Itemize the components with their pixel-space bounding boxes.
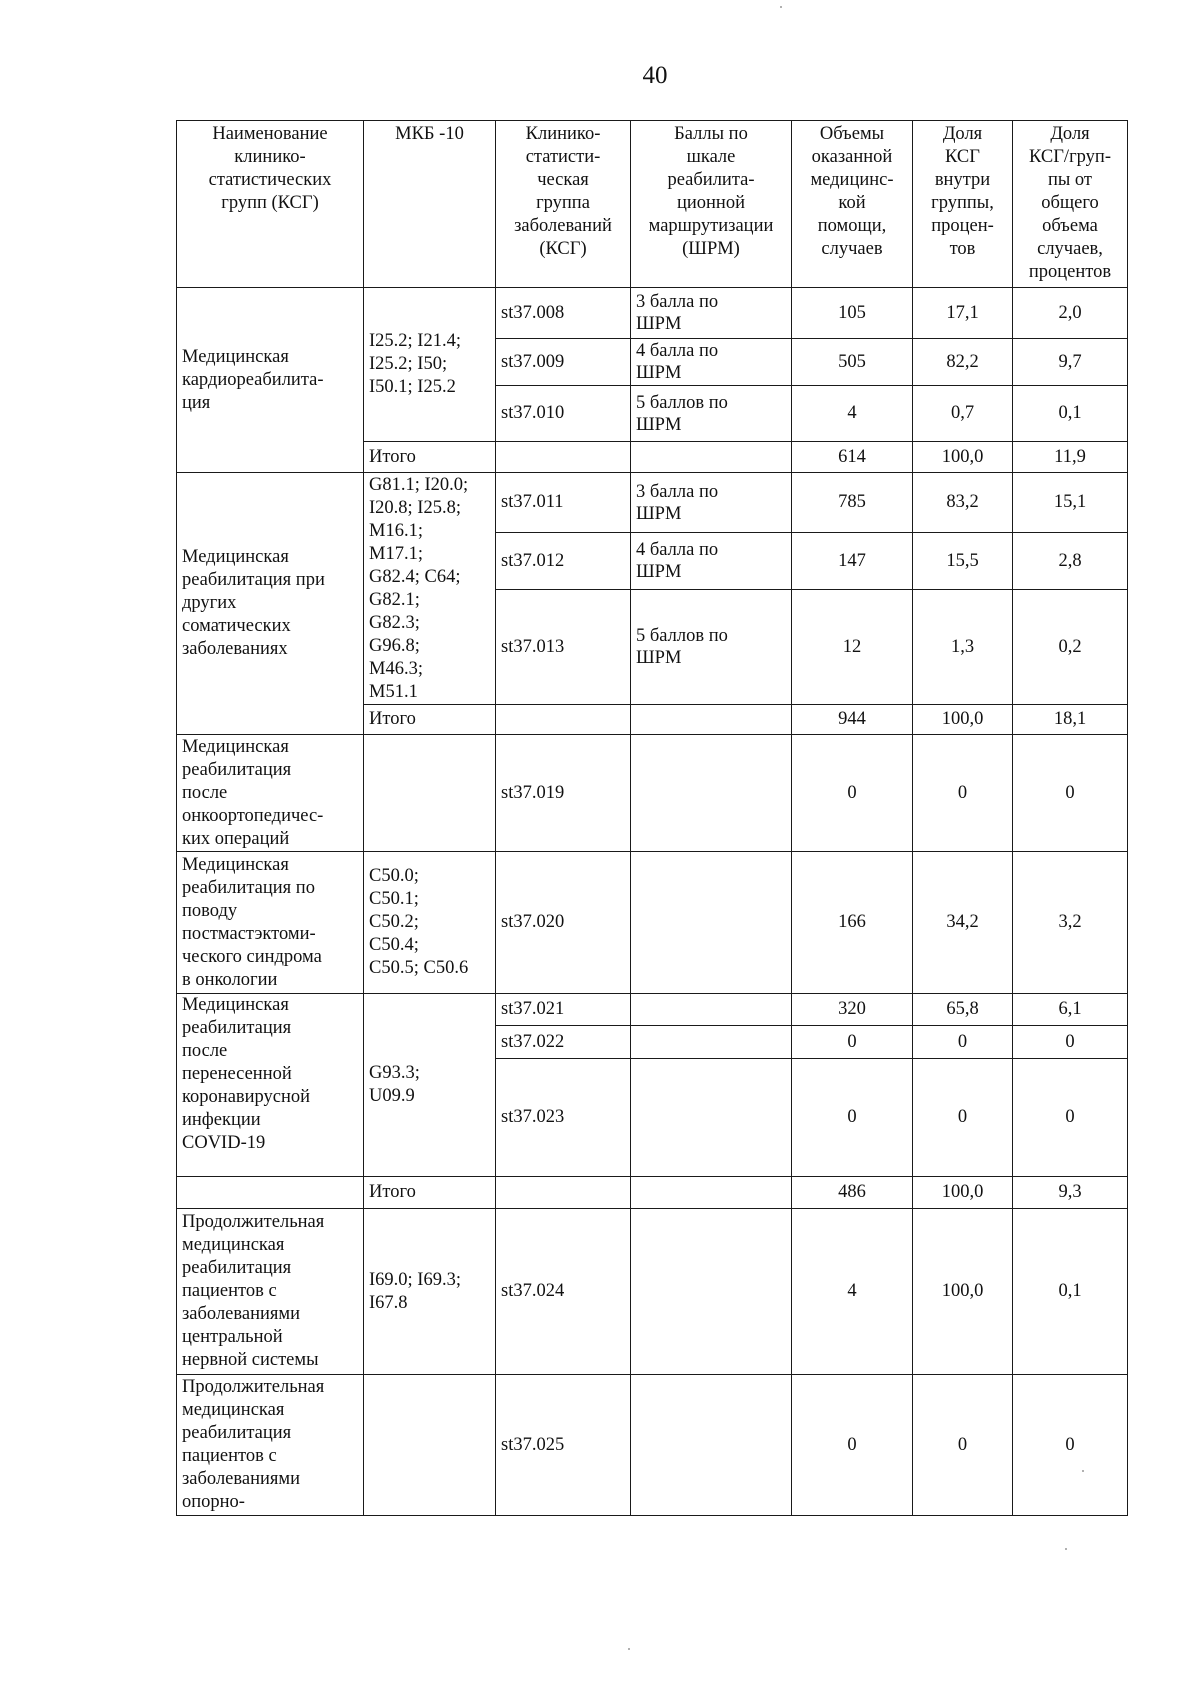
share-in-group-cell: 15,5 <box>913 533 1013 590</box>
ksg-code-cell: st37.009 <box>496 339 631 386</box>
volume-cell: 4 <box>792 1209 913 1375</box>
volume-cell: 505 <box>792 339 913 386</box>
share-in-group-cell: 83,2 <box>913 473 1013 533</box>
total-share-in-group-cell: 100,0 <box>913 705 1013 735</box>
volume-cell: 105 <box>792 288 913 339</box>
volume-cell: 166 <box>792 852 913 994</box>
group-name-cell: Медицинская реабилитация при других соматических заболеваниях <box>177 473 364 735</box>
share-in-group-cell: 34,2 <box>913 852 1013 994</box>
scan-speck <box>1065 1548 1067 1550</box>
volume-cell: 147 <box>792 533 913 590</box>
shrm-score-cell <box>631 1375 792 1516</box>
table-row <box>177 852 1128 994</box>
ksg-code-cell: st37.023 <box>496 1059 631 1177</box>
scan-speck <box>780 6 782 8</box>
share-in-group-cell: 0 <box>913 1375 1013 1516</box>
ksg-code-cell: st37.011 <box>496 473 631 533</box>
share-total-cell: 15,1 <box>1013 473 1128 533</box>
ksg-code-cell: st37.013 <box>496 590 631 705</box>
ksg-code-cell: st37.025 <box>496 1375 631 1516</box>
scan-speck <box>628 1648 630 1650</box>
total-share-total-cell: 11,9 <box>1013 442 1128 473</box>
header-shrm-score: Баллы по шкале реабилита- ционной маршрутизации (ШРМ) <box>631 121 792 288</box>
share-total-cell: 6,1 <box>1013 994 1128 1026</box>
total-share-in-group-cell: 100,0 <box>913 442 1013 473</box>
share-total-cell: 0 <box>1013 1375 1128 1516</box>
share-in-group-cell: 82,2 <box>913 339 1013 386</box>
share-total-cell: 2,8 <box>1013 533 1128 590</box>
share-total-cell: 0,1 <box>1013 386 1128 442</box>
share-in-group-cell: 0 <box>913 1059 1013 1177</box>
share-total-cell: 0 <box>1013 735 1128 852</box>
group-name-cell: Продолжительная медицинская реабилитация пациентов с заболеваниями опорно- <box>177 1375 364 1516</box>
shrm-score-cell <box>631 1059 792 1177</box>
empty-cell <box>496 442 631 473</box>
share-total-cell: 3,2 <box>1013 852 1128 994</box>
header-share-in-group: Доля КСГ внутри группы, процен- тов <box>913 121 1013 288</box>
table-header-row <box>177 121 1128 288</box>
table-row <box>177 1375 1128 1516</box>
shrm-score-cell: 3 балла по ШРМ <box>631 473 792 533</box>
ksg-code-cell: st37.022 <box>496 1026 631 1059</box>
share-total-cell: 0,1 <box>1013 1209 1128 1375</box>
ksg-code-cell: st37.021 <box>496 994 631 1026</box>
group-name-cell: Медицинская кардиореабилита- ция <box>177 288 364 473</box>
shrm-score-cell <box>631 1026 792 1059</box>
mkb-codes-cell: G93.3; U09.9 <box>364 994 496 1177</box>
share-in-group-cell: 1,3 <box>913 590 1013 705</box>
total-label: Итого <box>364 1177 496 1209</box>
total-share-total-cell: 9,3 <box>1013 1177 1128 1209</box>
share-in-group-cell: 65,8 <box>913 994 1013 1026</box>
table-row <box>177 473 1128 533</box>
share-in-group-cell: 0,7 <box>913 386 1013 442</box>
share-in-group-cell: 0 <box>913 735 1013 852</box>
share-total-cell: 0 <box>1013 1059 1128 1177</box>
total-row <box>177 1177 1128 1209</box>
group-name-cell: Медицинская реабилитация по поводу постмастэктоми- ческого синдрома в онкологии <box>177 852 364 994</box>
header-ksg-code: Клинико- статисти- ческая группа заболеваний (КСГ) <box>496 121 631 288</box>
ksg-code-cell: st37.010 <box>496 386 631 442</box>
volume-cell: 320 <box>792 994 913 1026</box>
shrm-score-cell: 3 балла по ШРМ <box>631 288 792 339</box>
table-row <box>177 735 1128 852</box>
ksg-code-cell: st37.008 <box>496 288 631 339</box>
header-ksg-name: Наименование клинико- статистических групп (КСГ) <box>177 121 364 288</box>
empty-cell <box>496 705 631 735</box>
header-mkb: МКБ -10 <box>364 121 496 288</box>
total-label: Итого <box>364 705 496 735</box>
volume-cell: 0 <box>792 1026 913 1059</box>
ksg-code-cell: st37.012 <box>496 533 631 590</box>
shrm-score-cell <box>631 852 792 994</box>
shrm-score-cell: 4 балла по ШРМ <box>631 339 792 386</box>
empty-cell <box>631 1177 792 1209</box>
group-name-cell: Продолжительная медицинская реабилитация пациентов с заболеваниями центральной нервной системы <box>177 1209 364 1375</box>
total-label: Итого <box>364 442 496 473</box>
table-row <box>177 1209 1128 1375</box>
empty-cell <box>631 442 792 473</box>
mkb-codes-cell: C50.0; C50.1; C50.2; C50.4; C50.5; C50.6 <box>364 852 496 994</box>
shrm-score-cell <box>631 1209 792 1375</box>
empty-cell <box>177 1177 364 1209</box>
table-row <box>177 994 1128 1026</box>
page-number: 40 <box>642 62 668 89</box>
share-in-group-cell: 0 <box>913 1026 1013 1059</box>
ksg-code-cell: st37.019 <box>496 735 631 852</box>
total-share-total-cell: 18,1 <box>1013 705 1128 735</box>
volume-cell: 4 <box>792 386 913 442</box>
mkb-codes-cell <box>364 735 496 852</box>
ksg-code-cell: st37.020 <box>496 852 631 994</box>
shrm-score-cell: 4 балла по ШРМ <box>631 533 792 590</box>
share-total-cell: 0,2 <box>1013 590 1128 705</box>
total-volume-cell: 614 <box>792 442 913 473</box>
ksg-code-cell: st37.024 <box>496 1209 631 1375</box>
total-share-in-group-cell: 100,0 <box>913 1177 1013 1209</box>
volume-cell: 0 <box>792 735 913 852</box>
ksg-table <box>176 120 1128 1516</box>
volume-cell: 12 <box>792 590 913 705</box>
mkb-codes-cell: G81.1; I20.0; I20.8; I25.8; M16.1; M17.1; G82.4; C64; G82.1; G82.3; G96.8; M46.3; M51.1 <box>364 473 496 705</box>
scan-speck <box>1082 1470 1084 1472</box>
header-volume: Объемы оказанной медицинс- кой помощи, случаев <box>792 121 913 288</box>
share-total-cell: 2,0 <box>1013 288 1128 339</box>
shrm-score-cell: 5 баллов по ШРМ <box>631 590 792 705</box>
mkb-codes-cell: I25.2; I21.4; I25.2; I50; I50.1; I25.2 <box>364 288 496 442</box>
share-in-group-cell: 100,0 <box>913 1209 1013 1375</box>
total-volume-cell: 944 <box>792 705 913 735</box>
table-row <box>177 288 1128 339</box>
shrm-score-cell: 5 баллов по ШРМ <box>631 386 792 442</box>
total-volume-cell: 486 <box>792 1177 913 1209</box>
share-total-cell: 9,7 <box>1013 339 1128 386</box>
volume-cell: 0 <box>792 1375 913 1516</box>
group-name-cell: Медицинская реабилитация после перенесенной коронавирусной инфекции COVID-19 <box>177 994 364 1177</box>
mkb-codes-cell: I69.0; I69.3; I67.8 <box>364 1209 496 1375</box>
empty-cell <box>496 1177 631 1209</box>
share-in-group-cell: 17,1 <box>913 288 1013 339</box>
group-name-cell: Медицинская реабилитация после онкоортопедичес- ких операций <box>177 735 364 852</box>
volume-cell: 0 <box>792 1059 913 1177</box>
shrm-score-cell <box>631 735 792 852</box>
volume-cell: 785 <box>792 473 913 533</box>
empty-cell <box>631 705 792 735</box>
header-share-total: Доля КСГ/груп- пы от общего объема случаев, процентов <box>1013 121 1128 288</box>
share-total-cell: 0 <box>1013 1026 1128 1059</box>
mkb-codes-cell <box>364 1375 496 1516</box>
shrm-score-cell <box>631 994 792 1026</box>
